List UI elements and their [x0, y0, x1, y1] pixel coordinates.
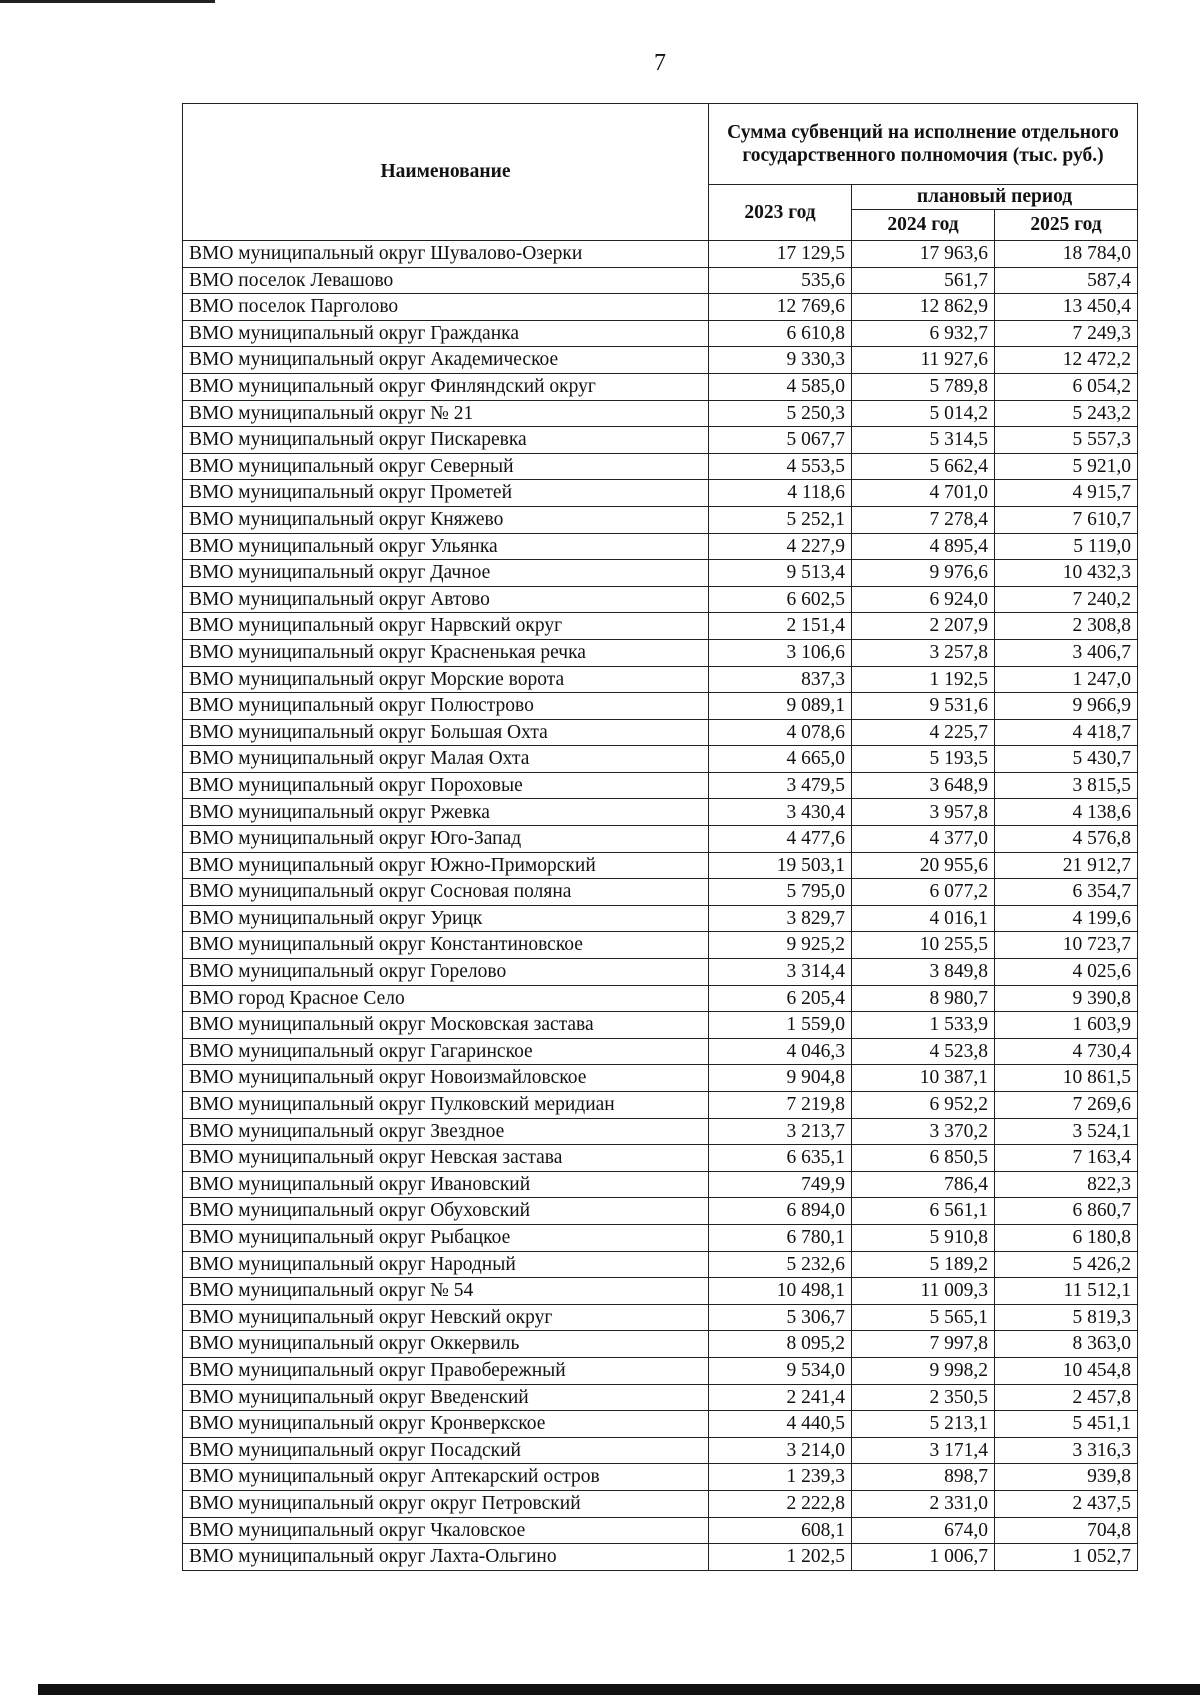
- row-name-cell: ВМО муниципальный округ Аптекарский остров: [183, 1464, 709, 1491]
- row-name-cell: ВМО муниципальный округ Новоизмайловское: [183, 1065, 709, 1092]
- row-name-cell: ВМО муниципальный округ Северный: [183, 453, 709, 480]
- row-value-2024: 3 957,8: [852, 799, 995, 826]
- row-name-cell: ВМО муниципальный округ Константиновское: [183, 932, 709, 959]
- row-value-2023: 3 314,4: [709, 959, 852, 986]
- row-value-2025: 7 163,4: [995, 1145, 1138, 1172]
- row-value-2024: 5 565,1: [852, 1304, 995, 1331]
- scan-artifact-bottom-bar: [38, 1684, 1200, 1695]
- row-value-2023: 3 213,7: [709, 1118, 852, 1145]
- table-row: [183, 1224, 1138, 1251]
- row-value-2023: 6 205,4: [709, 985, 852, 1012]
- row-value-2024: 9 976,6: [852, 560, 995, 587]
- row-value-2025: 704,8: [995, 1517, 1138, 1544]
- row-value-2023: 1 202,5: [709, 1544, 852, 1571]
- row-name-cell: ВМО муниципальный округ Гагаринское: [183, 1038, 709, 1065]
- row-name-cell: ВМО муниципальный округ Ивановский: [183, 1171, 709, 1198]
- row-value-2023: 5 067,7: [709, 427, 852, 454]
- row-value-2024: 11 009,3: [852, 1278, 995, 1305]
- row-value-2025: 10 432,3: [995, 560, 1138, 587]
- row-value-2023: 2 151,4: [709, 613, 852, 640]
- row-name-cell: ВМО муниципальный округ Правобережный: [183, 1357, 709, 1384]
- table-row: [183, 1357, 1138, 1384]
- row-value-2024: 6 561,1: [852, 1198, 995, 1225]
- row-value-2024: 898,7: [852, 1464, 995, 1491]
- row-value-2025: 6 054,2: [995, 373, 1138, 400]
- row-value-2024: 5 189,2: [852, 1251, 995, 1278]
- row-value-2023: 4 118,6: [709, 480, 852, 507]
- row-value-2025: 11 512,1: [995, 1278, 1138, 1305]
- row-value-2024: 4 225,7: [852, 719, 995, 746]
- row-value-2025: 939,8: [995, 1464, 1138, 1491]
- table-row: [183, 1331, 1138, 1358]
- table-row: [183, 985, 1138, 1012]
- row-value-2024: 2 331,0: [852, 1490, 995, 1517]
- table-row: [183, 1490, 1138, 1517]
- table-row: [183, 1065, 1138, 1092]
- row-name-cell: ВМО муниципальный округ Полюстрово: [183, 693, 709, 720]
- table-row: [183, 1038, 1138, 1065]
- row-value-2025: 1 603,9: [995, 1012, 1138, 1039]
- row-value-2025: 5 426,2: [995, 1251, 1138, 1278]
- row-name-cell: ВМО муниципальный округ Московская застава: [183, 1012, 709, 1039]
- row-name-cell: ВМО муниципальный округ Чкаловское: [183, 1517, 709, 1544]
- table-row: [183, 1411, 1138, 1438]
- table-row: [183, 826, 1138, 853]
- row-value-2025: 2 437,5: [995, 1490, 1138, 1517]
- row-value-2025: 4 915,7: [995, 480, 1138, 507]
- row-name-cell: ВМО муниципальный округ Малая Охта: [183, 746, 709, 773]
- row-value-2024: 4 701,0: [852, 480, 995, 507]
- row-value-2023: 12 769,6: [709, 294, 852, 321]
- row-value-2024: 674,0: [852, 1517, 995, 1544]
- row-value-2023: 4 665,0: [709, 746, 852, 773]
- table-row: [183, 772, 1138, 799]
- row-name-cell: ВМО муниципальный округ Гражданка: [183, 320, 709, 347]
- row-name-cell: ВМО муниципальный округ Нарвский округ: [183, 613, 709, 640]
- row-value-2023: 535,6: [709, 267, 852, 294]
- table-row: [183, 1517, 1138, 1544]
- row-value-2023: 2 241,4: [709, 1384, 852, 1411]
- row-value-2025: 587,4: [995, 267, 1138, 294]
- row-value-2025: 4 025,6: [995, 959, 1138, 986]
- row-value-2025: 10 723,7: [995, 932, 1138, 959]
- row-name-cell: ВМО муниципальный округ Южно-Приморский: [183, 852, 709, 879]
- header-year-2024: 2024 год: [852, 210, 995, 241]
- row-value-2025: 7 240,2: [995, 586, 1138, 613]
- row-value-2025: 5 819,3: [995, 1304, 1138, 1331]
- row-value-2025: 8 363,0: [995, 1331, 1138, 1358]
- header-year-2025: 2025 год: [995, 210, 1138, 241]
- row-value-2024: 20 955,6: [852, 852, 995, 879]
- scan-artifact-top-line: [0, 0, 215, 3]
- table-row: [183, 693, 1138, 720]
- table-row: [183, 1171, 1138, 1198]
- row-value-2024: 3 370,2: [852, 1118, 995, 1145]
- row-value-2025: 1 247,0: [995, 666, 1138, 693]
- table-row: [183, 427, 1138, 454]
- table-row: [183, 1278, 1138, 1305]
- table-row: [183, 639, 1138, 666]
- row-value-2023: 1 239,3: [709, 1464, 852, 1491]
- row-name-cell: ВМО муниципальный округ Обуховский: [183, 1198, 709, 1225]
- row-value-2025: 4 418,7: [995, 719, 1138, 746]
- table-row: [183, 586, 1138, 613]
- row-value-2024: 4 016,1: [852, 905, 995, 932]
- row-name-cell: ВМО муниципальный округ № 54: [183, 1278, 709, 1305]
- row-value-2024: 5 662,4: [852, 453, 995, 480]
- row-value-2025: 4 199,6: [995, 905, 1138, 932]
- row-value-2024: 4 523,8: [852, 1038, 995, 1065]
- row-value-2023: 4 046,3: [709, 1038, 852, 1065]
- subvention-table: [182, 103, 1138, 1571]
- row-value-2023: 749,9: [709, 1171, 852, 1198]
- row-name-cell: ВМО муниципальный округ Лахта-Ольгино: [183, 1544, 709, 1571]
- row-value-2023: 9 925,2: [709, 932, 852, 959]
- row-value-2025: 9 966,9: [995, 693, 1138, 720]
- row-value-2024: 3 648,9: [852, 772, 995, 799]
- table-row: [183, 347, 1138, 374]
- row-value-2025: 6 860,7: [995, 1198, 1138, 1225]
- row-value-2023: 5 232,6: [709, 1251, 852, 1278]
- row-value-2024: 4 895,4: [852, 533, 995, 560]
- row-name-cell: ВМО город Красное Село: [183, 985, 709, 1012]
- row-value-2023: 608,1: [709, 1517, 852, 1544]
- row-value-2024: 8 980,7: [852, 985, 995, 1012]
- row-value-2023: 9 089,1: [709, 693, 852, 720]
- table-row: [183, 560, 1138, 587]
- row-name-cell: ВМО муниципальный округ Невская застава: [183, 1145, 709, 1172]
- row-value-2024: 5 910,8: [852, 1224, 995, 1251]
- table-row: [183, 1384, 1138, 1411]
- header-name: Наименование: [183, 104, 709, 241]
- row-value-2024: 10 255,5: [852, 932, 995, 959]
- row-value-2025: 5 119,0: [995, 533, 1138, 560]
- row-value-2024: 11 927,6: [852, 347, 995, 374]
- row-value-2025: 822,3: [995, 1171, 1138, 1198]
- row-value-2024: 5 193,5: [852, 746, 995, 773]
- row-value-2023: 5 795,0: [709, 879, 852, 906]
- row-value-2023: 6 610,8: [709, 320, 852, 347]
- row-value-2025: 3 815,5: [995, 772, 1138, 799]
- row-name-cell: ВМО муниципальный округ Пискаревка: [183, 427, 709, 454]
- table-row: [183, 799, 1138, 826]
- table-row: [183, 666, 1138, 693]
- row-value-2024: 6 952,2: [852, 1092, 995, 1119]
- table-row: [183, 1012, 1138, 1039]
- row-value-2024: 9 998,2: [852, 1357, 995, 1384]
- table-row: [183, 294, 1138, 321]
- row-name-cell: ВМО муниципальный округ Невский округ: [183, 1304, 709, 1331]
- row-value-2023: 4 585,0: [709, 373, 852, 400]
- page-number: 7: [654, 50, 666, 76]
- row-value-2023: 17 129,5: [709, 241, 852, 268]
- row-name-cell: ВМО муниципальный округ Княжево: [183, 506, 709, 533]
- table-row: [183, 320, 1138, 347]
- row-name-cell: ВМО муниципальный округ Оккервиль: [183, 1331, 709, 1358]
- row-name-cell: ВМО муниципальный округ Морские ворота: [183, 666, 709, 693]
- row-value-2023: 5 306,7: [709, 1304, 852, 1331]
- row-name-cell: ВМО муниципальный округ Академическое: [183, 347, 709, 374]
- row-value-2023: 3 214,0: [709, 1437, 852, 1464]
- row-value-2023: 9 904,8: [709, 1065, 852, 1092]
- row-value-2024: 2 207,9: [852, 613, 995, 640]
- row-value-2025: 6 354,7: [995, 879, 1138, 906]
- table-row: [183, 1464, 1138, 1491]
- row-name-cell: ВМО муниципальный округ Финляндский округ: [183, 373, 709, 400]
- row-value-2024: 1 533,9: [852, 1012, 995, 1039]
- table-row: [183, 932, 1138, 959]
- table-row: [183, 1544, 1138, 1571]
- row-value-2025: 7 249,3: [995, 320, 1138, 347]
- row-value-2023: 9 330,3: [709, 347, 852, 374]
- row-value-2024: 3 257,8: [852, 639, 995, 666]
- row-value-2024: 17 963,6: [852, 241, 995, 268]
- header-planned-period: плановый период: [852, 185, 1138, 210]
- row-name-cell: ВМО поселок Левашово: [183, 267, 709, 294]
- row-value-2023: 6 602,5: [709, 586, 852, 613]
- row-value-2024: 6 850,5: [852, 1145, 995, 1172]
- row-name-cell: ВМО муниципальный округ Шувалово-Озерки: [183, 241, 709, 268]
- row-name-cell: ВМО муниципальный округ Большая Охта: [183, 719, 709, 746]
- row-value-2025: 2 308,8: [995, 613, 1138, 640]
- row-value-2025: 5 451,1: [995, 1411, 1138, 1438]
- row-name-cell: ВМО муниципальный округ Кронверкское: [183, 1411, 709, 1438]
- row-value-2024: 5 014,2: [852, 400, 995, 427]
- row-value-2023: 3 430,4: [709, 799, 852, 826]
- table-row: [183, 746, 1138, 773]
- row-value-2025: 5 243,2: [995, 400, 1138, 427]
- row-name-cell: ВМО муниципальный округ Звездное: [183, 1118, 709, 1145]
- row-value-2023: 3 829,7: [709, 905, 852, 932]
- row-value-2023: 2 222,8: [709, 1490, 852, 1517]
- row-value-2025: 5 921,0: [995, 453, 1138, 480]
- row-value-2025: 1 052,7: [995, 1544, 1138, 1571]
- row-value-2023: 19 503,1: [709, 852, 852, 879]
- row-name-cell: ВМО муниципальный округ Рыбацкое: [183, 1224, 709, 1251]
- row-value-2024: 6 924,0: [852, 586, 995, 613]
- row-value-2024: 10 387,1: [852, 1065, 995, 1092]
- table-row: [183, 480, 1138, 507]
- table-row: [183, 241, 1138, 268]
- row-value-2024: 5 789,8: [852, 373, 995, 400]
- row-value-2025: 12 472,2: [995, 347, 1138, 374]
- row-name-cell: ВМО муниципальный округ Ульянка: [183, 533, 709, 560]
- row-value-2025: 6 180,8: [995, 1224, 1138, 1251]
- row-value-2023: 8 095,2: [709, 1331, 852, 1358]
- row-name-cell: ВМО муниципальный округ Дачное: [183, 560, 709, 587]
- table-row: [183, 852, 1138, 879]
- row-value-2023: 5 252,1: [709, 506, 852, 533]
- row-value-2024: 6 077,2: [852, 879, 995, 906]
- table-row: [183, 1251, 1138, 1278]
- row-value-2024: 7 997,8: [852, 1331, 995, 1358]
- row-value-2023: 10 498,1: [709, 1278, 852, 1305]
- row-value-2025: 10 861,5: [995, 1065, 1138, 1092]
- row-value-2024: 5 314,5: [852, 427, 995, 454]
- table-row: [183, 1092, 1138, 1119]
- row-value-2024: 561,7: [852, 267, 995, 294]
- row-name-cell: ВМО муниципальный округ Посадский: [183, 1437, 709, 1464]
- row-value-2025: 18 784,0: [995, 241, 1138, 268]
- row-value-2024: 4 377,0: [852, 826, 995, 853]
- table-row: [183, 267, 1138, 294]
- table-row: [183, 1198, 1138, 1225]
- row-name-cell: ВМО муниципальный округ Юго-Запад: [183, 826, 709, 853]
- row-name-cell: ВМО муниципальный округ Автово: [183, 586, 709, 613]
- row-name-cell: ВМО муниципальный округ Горелово: [183, 959, 709, 986]
- row-value-2025: 3 316,3: [995, 1437, 1138, 1464]
- table-row: [183, 1437, 1138, 1464]
- row-value-2024: 786,4: [852, 1171, 995, 1198]
- row-value-2023: 4 440,5: [709, 1411, 852, 1438]
- row-value-2023: 3 106,6: [709, 639, 852, 666]
- row-name-cell: ВМО муниципальный округ Введенский: [183, 1384, 709, 1411]
- row-value-2024: 3 849,8: [852, 959, 995, 986]
- header-year-2023: 2023 год: [709, 185, 852, 241]
- table-row: [183, 959, 1138, 986]
- row-value-2025: 4 576,8: [995, 826, 1138, 853]
- row-value-2025: 7 610,7: [995, 506, 1138, 533]
- row-name-cell: ВМО муниципальный округ Красненькая речка: [183, 639, 709, 666]
- row-name-cell: ВМО поселок Парголово: [183, 294, 709, 321]
- row-value-2025: 9 390,8: [995, 985, 1138, 1012]
- table-row: [183, 453, 1138, 480]
- header-sum: Сумма субвенций на исполнение отдельного государственного полномочия (тыс. руб.): [709, 104, 1138, 185]
- row-value-2024: 6 932,7: [852, 320, 995, 347]
- table-row: [183, 400, 1138, 427]
- row-value-2023: 9 513,4: [709, 560, 852, 587]
- row-value-2023: 837,3: [709, 666, 852, 693]
- row-value-2025: 3 524,1: [995, 1118, 1138, 1145]
- table-row: [183, 506, 1138, 533]
- row-value-2024: 2 350,5: [852, 1384, 995, 1411]
- table-row: [183, 1118, 1138, 1145]
- row-value-2025: 5 430,7: [995, 746, 1138, 773]
- row-value-2024: 5 213,1: [852, 1411, 995, 1438]
- row-value-2025: 7 269,6: [995, 1092, 1138, 1119]
- row-name-cell: ВМО муниципальный округ округ Петровский: [183, 1490, 709, 1517]
- row-value-2025: 4 138,6: [995, 799, 1138, 826]
- row-value-2025: 3 406,7: [995, 639, 1138, 666]
- row-value-2023: 4 078,6: [709, 719, 852, 746]
- row-value-2023: 4 477,6: [709, 826, 852, 853]
- table-row: [183, 1304, 1138, 1331]
- table-row: [183, 905, 1138, 932]
- row-value-2023: 4 227,9: [709, 533, 852, 560]
- row-value-2024: 12 862,9: [852, 294, 995, 321]
- row-value-2025: 10 454,8: [995, 1357, 1138, 1384]
- row-value-2024: 7 278,4: [852, 506, 995, 533]
- row-value-2025: 2 457,8: [995, 1384, 1138, 1411]
- row-name-cell: ВМО муниципальный округ Прометей: [183, 480, 709, 507]
- table-row: [183, 613, 1138, 640]
- row-value-2023: 6 780,1: [709, 1224, 852, 1251]
- row-value-2024: 1 006,7: [852, 1544, 995, 1571]
- table-body: [183, 241, 1138, 1571]
- table-row: [183, 533, 1138, 560]
- row-value-2024: 3 171,4: [852, 1437, 995, 1464]
- table-row: [183, 879, 1138, 906]
- row-value-2023: 3 479,5: [709, 772, 852, 799]
- table-row: [183, 373, 1138, 400]
- row-value-2023: 6 635,1: [709, 1145, 852, 1172]
- row-name-cell: ВМО муниципальный округ Народный: [183, 1251, 709, 1278]
- row-value-2024: 1 192,5: [852, 666, 995, 693]
- table-row: [183, 1145, 1138, 1172]
- row-value-2023: 9 534,0: [709, 1357, 852, 1384]
- row-value-2025: 4 730,4: [995, 1038, 1138, 1065]
- row-name-cell: ВМО муниципальный округ Пулковский меридиан: [183, 1092, 709, 1119]
- row-name-cell: ВМО муниципальный округ Пороховые: [183, 772, 709, 799]
- row-name-cell: ВМО муниципальный округ № 21: [183, 400, 709, 427]
- row-name-cell: ВМО муниципальный округ Сосновая поляна: [183, 879, 709, 906]
- row-value-2025: 5 557,3: [995, 427, 1138, 454]
- row-value-2023: 1 559,0: [709, 1012, 852, 1039]
- row-value-2025: 13 450,4: [995, 294, 1138, 321]
- row-value-2023: 6 894,0: [709, 1198, 852, 1225]
- row-value-2024: 9 531,6: [852, 693, 995, 720]
- row-value-2023: 5 250,3: [709, 400, 852, 427]
- row-value-2023: 7 219,8: [709, 1092, 852, 1119]
- row-name-cell: ВМО муниципальный округ Ржевка: [183, 799, 709, 826]
- row-name-cell: ВМО муниципальный округ Урицк: [183, 905, 709, 932]
- row-value-2023: 4 553,5: [709, 453, 852, 480]
- table-row: [183, 719, 1138, 746]
- row-value-2025: 21 912,7: [995, 852, 1138, 879]
